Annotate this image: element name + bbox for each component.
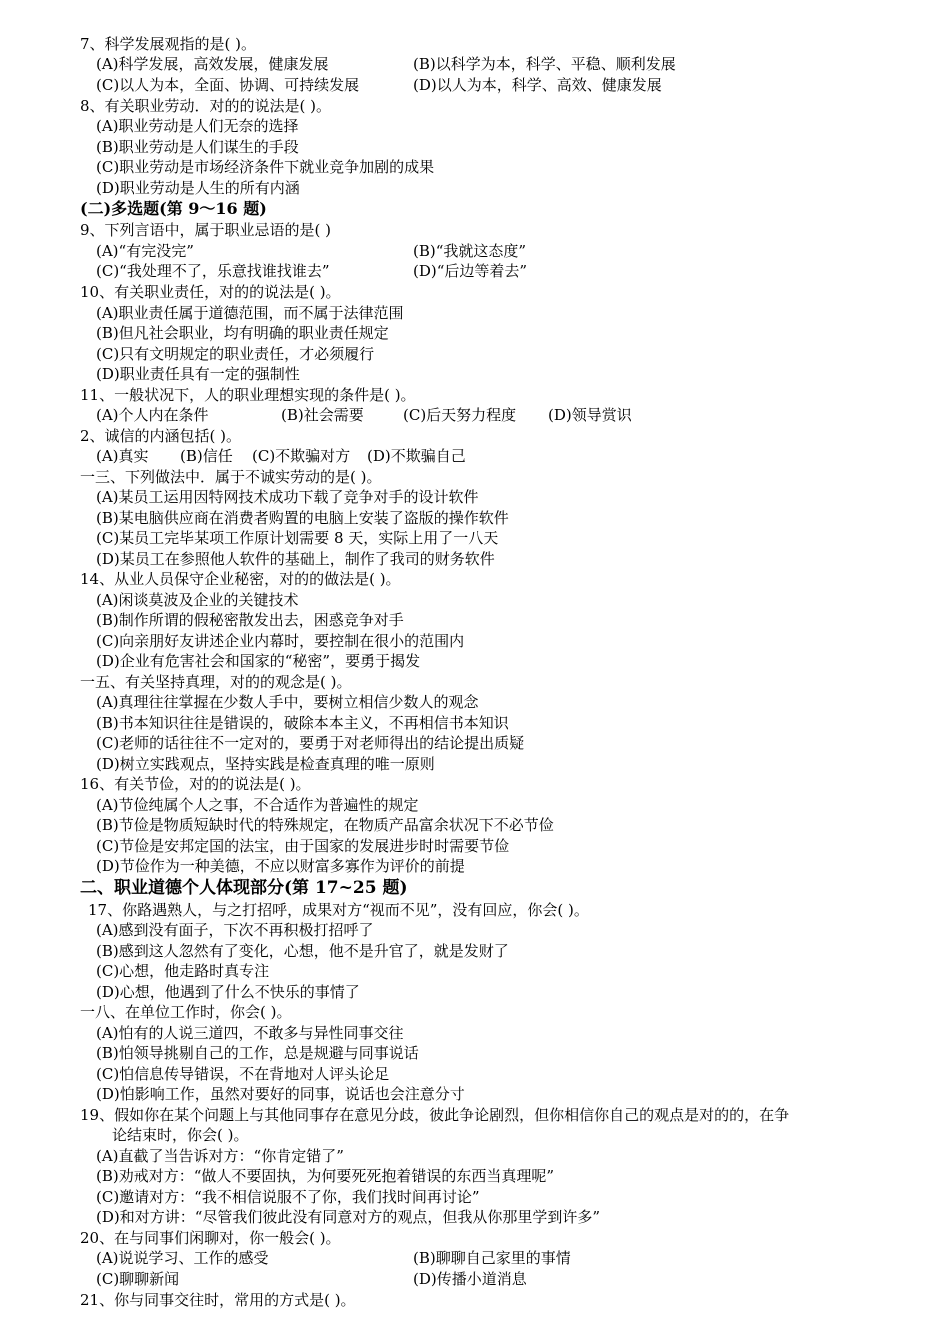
text-line: (C)只有文明规定的职业责任，才必须履行 [96,345,375,363]
text-line: 9、下列言语中，属于职业忌语的是( ) [80,221,332,239]
text-line: (D)“后边等着去” [413,262,528,280]
text-line: (D)怕影响工作，虽然对要好的同事，说话也会注意分寸 [96,1085,465,1103]
text-line: (C)向亲朋好友讲述企业内幕时，要控制在很小的范围内 [96,632,465,650]
text-line: (D)不欺骗自己 [367,447,466,465]
text-line: (C)节俭是安邦定国的法宝，由于国家的发展进步时时需要节俭 [96,837,510,855]
text-line: (A)职业责任属于道德范围，而不属于法律范围 [96,304,404,322]
text-line: 11、一般状况下，人的职业理想实现的条件是( )。 [80,386,416,404]
text-line: 16、有关节俭，对的的说法是( )。 [80,775,311,793]
text-line: (A)怕有的人说三道四，不敢多与异性同事交往 [96,1024,404,1042]
text-line: 19、假如你在某个问题上与其他同事存在意见分歧，彼此争论剧烈，但你相信你自己的观点是对的的，在争 [80,1106,790,1124]
section-heading: 二、职业道德个人体现部分(第 17~25 题) [80,878,408,898]
text-line: (C)某员工完毕某项工作原计划需要 8 天，实际上用了一八天 [96,529,499,547]
text-line: (B)“我就这态度” [413,242,527,260]
text-line: (A)真实 [96,447,149,465]
text-line: (B)节俭是物质短缺时代的特殊规定，在物质产品富余状况下不必节俭 [96,816,554,834]
text-line: 一八、在单位工作时，你会( )。 [80,1003,292,1021]
text-line: (C)后天努力程度 [403,406,517,424]
text-line: (B)劝戒对方：“做人不要固执，为何要死死抱着错误的东西当真理呢” [96,1167,555,1185]
text-line: (D)心想，他遇到了什么不快乐的事情了 [96,983,360,1001]
text-line: 20、在与同事们闲聊对，你一般会( )。 [80,1229,341,1247]
text-line: (B)职业劳动是人们谋生的手段 [96,138,299,156]
text-line: (C)不欺骗对方 [252,447,351,465]
text-line: 10、有关职业责任，对的的说法是( )。 [80,283,341,301]
text-line: (A)闲谈莫波及企业的关键技术 [96,591,299,609]
text-line: 8、有关职业劳动．对的的说法是( )。 [80,97,332,115]
text-line: (A)感到没有面子，下次不再积极打招呼了 [96,921,374,939]
text-line: (B)制作所谓的假秘密散发出去，困惑竞争对手 [96,611,404,629]
text-line: (C)“我处理不了，乐意找谁找谁去” [96,262,330,280]
text-line: (C)怕信息传导错误，不在背地对人评头论足 [96,1065,390,1083]
text-line: 7、科学发展观指的是( )。 [80,35,257,53]
text-line: 一三、下列做法中．属于不诚实劳动的是( )。 [80,468,382,486]
text-line: (D)职业责任具有一定的强制性 [96,365,300,383]
section-heading: (二)多选题(第 9～16 题) [80,199,267,218]
text-line: (B)感到这人忽然有了变化，心想，他不是升官了，就是发财了 [96,942,509,960]
text-line: (D)和对方讲：“尽管我们彼此没有同意对方的观点，但我从你那里学到许多” [96,1208,601,1226]
text-line: (A)真理往往掌握在少数人手中，要树立相信少数人的观念 [96,693,479,711]
text-line: (A)直截了当告诉对方：“你肯定错了” [96,1147,344,1165]
text-line: 一五、有关坚持真理，对的的观念是( )。 [80,673,352,691]
text-line: (B)怕领导挑剔自己的工作，总是规避与同事说话 [96,1044,419,1062]
text-line: (C)心想，他走路时真专注 [96,962,270,980]
text-line: (B)书本知识往往是错误的，破除本本主义，不再相信书本知识 [96,714,509,732]
text-line: (A)职业劳动是人们无奈的选择 [96,117,299,135]
text-line: (D)树立实践观点，坚持实践是检查真理的唯一原则 [96,755,435,773]
text-line: (B)以科学为本，科学、平稳、顺利发展 [413,55,676,73]
text-line: (B)但凡社会职业，均有明确的职业责任规定 [96,324,389,342]
text-line: (C)聊聊新闻 [96,1270,180,1288]
text-line: (D)企业有危害社会和国家的“秘密”，要勇于揭发 [96,652,421,670]
text-line: (D)职业劳动是人生的所有内涵 [96,179,300,197]
text-line: (C)职业劳动是市场经济条件下就业竞争加剧的成果 [96,158,435,176]
text-line: (D)以人为本，科学、高效、健康发展 [413,76,662,94]
text-line: (A)说说学习、工作的感受 [96,1249,269,1267]
text-line: 论结束时，你会( )。 [112,1126,249,1144]
text-line: (D)领导赏识 [548,406,632,424]
text-line: (A)某员工运用因特网技术成功下载了竞争对手的设计软件 [96,488,479,506]
text-line: (A)节俭纯属个人之事，不合适作为普遍性的规定 [96,796,419,814]
text-line: (A)科学发展，高效发展，健康发展 [96,55,329,73]
text-line: (B)社会需要 [281,406,364,424]
text-line: (B)信任 [180,447,233,465]
text-line: 2、诚信的内涵包括( )。 [80,427,242,445]
text-line: (D)节俭作为一种美德，不应以财富多寡作为评价的前提 [96,857,465,875]
text-line: 17、你路遇熟人，与之打招呼，成果对方“视而不见”，没有回应，你会( )。 [88,901,589,919]
text-line: (D)某员工在参照他人软件的基础上，制作了我司的财务软件 [96,550,495,568]
text-line: 21、你与同事交往时，常用的方式是( )。 [80,1291,356,1309]
text-line: (B)某电脑供应商在消费者购置的电脑上安装了盗版的操作软件 [96,509,509,527]
text-line: 14、从业人员保守企业秘密，对的的做法是( )。 [80,570,401,588]
text-line: (C)邀请对方：“我不相信说服不了你，我们找时间再讨论” [96,1188,480,1206]
text-line: (A)“有完没完” [96,242,194,260]
text-line: (A)个人内在条件 [96,406,209,424]
text-line: (C)以人为本，全面、协调、可持续发展 [96,76,360,94]
text-line: (B)聊聊自己家里的事情 [413,1249,571,1267]
text-line: (D)传播小道消息 [413,1270,527,1288]
text-line: (C)老师的话往往不一定对的，要勇于对老师得出的结论提出质疑 [96,734,525,752]
